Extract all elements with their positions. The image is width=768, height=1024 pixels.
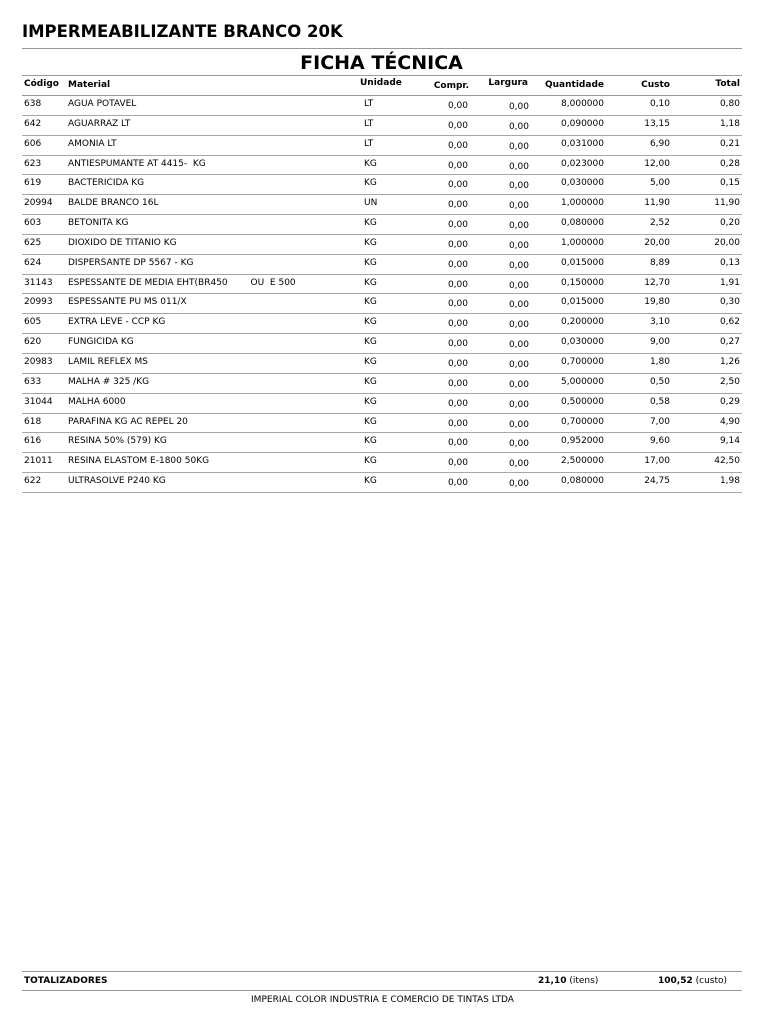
cell-custo: 2,52 bbox=[649, 218, 670, 229]
cell-largura: 0,00 bbox=[508, 479, 529, 490]
cell-quantidade: 1,000000 bbox=[561, 198, 604, 209]
cell-compr: 0,00 bbox=[447, 319, 468, 330]
cell-quantidade: 1,000000 bbox=[561, 237, 604, 248]
cell-compr: 0,00 bbox=[447, 259, 468, 270]
totals-top-divider bbox=[22, 971, 742, 972]
header-unidade: Unidade bbox=[360, 78, 402, 88]
cell-total: 20,00 bbox=[714, 237, 740, 248]
cell-material: BALDE BRANCO 16L bbox=[68, 198, 159, 209]
cell-total: 1,26 bbox=[719, 356, 740, 367]
cell-material: BETONITA KG bbox=[68, 218, 129, 229]
cell-custo: 3,10 bbox=[649, 317, 670, 328]
cell-material: ESPESSANTE DE MEDIA EHT(BR450 OU E 500 bbox=[68, 277, 296, 288]
cell-quantidade: 0,700000 bbox=[561, 416, 604, 427]
cell-compr: 0,00 bbox=[447, 120, 468, 131]
cell-material: BACTERICIDA KG bbox=[68, 178, 145, 189]
cell-codigo: 619 bbox=[24, 178, 42, 189]
cell-largura: 0,00 bbox=[508, 221, 529, 232]
cell-total: 0,13 bbox=[719, 257, 740, 268]
cell-material: ULTRASOLVE P240 KG bbox=[68, 476, 166, 487]
cell-quantidade: 0,023000 bbox=[561, 158, 604, 169]
cell-total: 0,27 bbox=[719, 337, 740, 348]
cell-compr: 0,00 bbox=[447, 101, 468, 111]
cell-total: 0,20 bbox=[719, 218, 740, 229]
totals-label: TOTALIZADORES bbox=[24, 976, 108, 986]
cell-unidade: KG bbox=[364, 436, 377, 447]
cell-codigo: 625 bbox=[24, 237, 42, 248]
cell-quantidade: 0,150000 bbox=[561, 277, 604, 288]
cell-largura: 0,00 bbox=[508, 340, 529, 351]
table-row bbox=[22, 235, 742, 255]
cell-material: PARAFINA KG AC REPEL 20 bbox=[68, 416, 188, 427]
cell-codigo: 31143 bbox=[24, 277, 53, 288]
table-row bbox=[22, 136, 742, 156]
sheet-title: FICHA TÉCNICA bbox=[300, 52, 463, 74]
table-row bbox=[22, 275, 742, 295]
cell-material: AGUA POTAVEL bbox=[68, 99, 137, 109]
cell-codigo: 606 bbox=[24, 138, 42, 149]
cell-custo: 1,80 bbox=[649, 356, 670, 367]
cell-largura: 0,00 bbox=[508, 399, 529, 410]
cell-compr: 0,00 bbox=[447, 279, 468, 290]
cell-compr: 0,00 bbox=[447, 220, 468, 231]
cell-material: AMONIA LT bbox=[68, 138, 117, 149]
cell-largura: 0,00 bbox=[508, 260, 529, 271]
header-material: Material bbox=[68, 80, 111, 90]
cell-custo: 9,00 bbox=[649, 337, 670, 348]
table-row bbox=[22, 255, 742, 275]
cell-compr: 0,00 bbox=[447, 339, 468, 350]
cell-total: 2,50 bbox=[719, 376, 740, 387]
cell-unidade: KG bbox=[364, 297, 377, 308]
cell-quantidade: 0,080000 bbox=[561, 218, 604, 229]
cell-material: ANTIESPUMANTE AT 4415- KG bbox=[68, 158, 206, 169]
cell-largura: 0,00 bbox=[508, 161, 529, 172]
header-custo: Custo bbox=[641, 80, 670, 90]
table-row bbox=[22, 473, 742, 493]
cell-quantidade: 0,031000 bbox=[561, 138, 604, 149]
cell-compr: 0,00 bbox=[447, 438, 468, 449]
cell-codigo: 20994 bbox=[24, 198, 53, 209]
cell-total: 1,91 bbox=[719, 277, 740, 288]
cell-total: 42,50 bbox=[714, 456, 740, 467]
cell-compr: 0,00 bbox=[447, 418, 468, 429]
cell-total: 0,80 bbox=[719, 99, 740, 109]
cell-material: RESINA 50% (579) KG bbox=[68, 436, 167, 447]
cell-quantidade: 2,500000 bbox=[561, 456, 604, 467]
cell-largura: 0,00 bbox=[508, 300, 529, 311]
cell-codigo: 638 bbox=[24, 99, 42, 109]
table-row bbox=[22, 394, 742, 414]
cell-compr: 0,00 bbox=[447, 358, 468, 369]
cell-codigo: 618 bbox=[24, 416, 42, 427]
company-name: IMPERIAL COLOR INDUSTRIA E COMERCIO DE TINTAS LTDA bbox=[251, 995, 514, 1005]
table-row bbox=[22, 374, 742, 394]
cell-total: 4,90 bbox=[719, 416, 740, 427]
cell-largura: 0,00 bbox=[508, 141, 529, 152]
cell-compr: 0,00 bbox=[447, 160, 468, 171]
cell-codigo: 20993 bbox=[24, 297, 53, 308]
cell-material: RESINA ELASTOM E-1800 50KG bbox=[68, 456, 210, 467]
header-compr: Compr. bbox=[433, 81, 469, 91]
table-row bbox=[22, 314, 742, 334]
cell-custo: 0,50 bbox=[649, 376, 670, 387]
table-row bbox=[22, 116, 742, 136]
header-total: Total bbox=[715, 79, 740, 89]
cell-quantidade: 0,030000 bbox=[561, 337, 604, 348]
cell-material: DIOXIDO DE TITANIO KG bbox=[68, 237, 177, 248]
cell-largura: 0,00 bbox=[508, 201, 529, 212]
cell-unidade: KG bbox=[364, 237, 377, 248]
cell-codigo: 622 bbox=[24, 476, 42, 487]
cell-custo: 7,00 bbox=[649, 416, 670, 427]
cell-custo: 11,90 bbox=[644, 198, 670, 209]
cell-custo: 19,80 bbox=[644, 297, 670, 308]
table-row bbox=[22, 215, 742, 235]
cell-quantidade: 0,500000 bbox=[561, 396, 604, 407]
cell-custo: 13,15 bbox=[644, 118, 670, 129]
cell-unidade: KG bbox=[364, 158, 377, 169]
cell-quantidade: 0,200000 bbox=[561, 317, 604, 328]
title-divider bbox=[22, 48, 742, 49]
cell-compr: 0,00 bbox=[447, 200, 468, 211]
cell-compr: 0,00 bbox=[447, 180, 468, 191]
cell-custo: 12,00 bbox=[644, 158, 670, 169]
header-quantidade: Quantidade bbox=[545, 80, 604, 90]
cell-largura: 0,00 bbox=[508, 359, 529, 370]
totals-cost-value: 100,52 bbox=[658, 976, 693, 986]
cell-unidade: KG bbox=[364, 376, 377, 387]
table-row bbox=[22, 354, 742, 374]
table-row bbox=[22, 294, 742, 314]
cell-custo: 8,89 bbox=[649, 257, 670, 268]
cell-total: 0,28 bbox=[719, 158, 740, 169]
cell-quantidade: 0,952000 bbox=[561, 436, 604, 447]
totals-items-value: 21,10 bbox=[538, 976, 567, 986]
cell-largura: 0,00 bbox=[508, 379, 529, 390]
cell-unidade: KG bbox=[364, 257, 377, 268]
materials-table bbox=[22, 75, 742, 493]
cell-custo: 0,58 bbox=[649, 396, 670, 407]
cell-total: 1,18 bbox=[719, 118, 740, 129]
cell-quantidade: 8,000000 bbox=[561, 99, 604, 109]
table-row bbox=[22, 195, 742, 215]
cell-unidade: UN bbox=[364, 198, 378, 209]
cell-unidade: KG bbox=[364, 178, 377, 189]
cell-unidade: LT bbox=[364, 118, 374, 129]
cell-quantidade: 0,015000 bbox=[561, 257, 604, 268]
totals-bottom-divider bbox=[22, 990, 742, 991]
cell-material: AGUARRAZ LT bbox=[68, 118, 131, 129]
cell-compr: 0,00 bbox=[447, 478, 468, 489]
cell-compr: 0,00 bbox=[447, 378, 468, 389]
cell-unidade: KG bbox=[364, 356, 377, 367]
cell-unidade: KG bbox=[364, 317, 377, 328]
cell-custo: 0,10 bbox=[649, 99, 670, 109]
cell-custo: 17,00 bbox=[644, 456, 670, 467]
product-title: IMPERMEABILIZANTE BRANCO 20K bbox=[22, 22, 343, 41]
cell-codigo: 624 bbox=[24, 257, 42, 268]
cell-unidade: LT bbox=[364, 99, 374, 109]
cell-largura: 0,00 bbox=[508, 121, 529, 132]
cell-largura: 0,00 bbox=[508, 240, 529, 251]
cell-largura: 0,00 bbox=[508, 102, 529, 112]
cell-largura: 0,00 bbox=[508, 459, 529, 470]
table-row bbox=[22, 414, 742, 434]
table-header bbox=[22, 75, 742, 96]
cell-custo: 5,00 bbox=[649, 178, 670, 189]
totals-items-unit: (itens) bbox=[569, 976, 599, 986]
cell-material: MALHA # 325 /KG bbox=[68, 376, 150, 387]
cell-unidade: KG bbox=[364, 337, 377, 348]
cell-custo: 9,60 bbox=[649, 436, 670, 447]
cell-material: DISPERSANTE DP 5567 - KG bbox=[68, 257, 194, 268]
cell-quantidade: 0,015000 bbox=[561, 297, 604, 308]
cell-material: ESPESSANTE PU MS 011/X bbox=[68, 297, 187, 308]
cell-total: 0,30 bbox=[719, 297, 740, 308]
cell-largura: 0,00 bbox=[508, 439, 529, 450]
header-codigo: Código bbox=[24, 79, 59, 89]
cell-unidade: KG bbox=[364, 456, 377, 467]
cell-codigo: 603 bbox=[24, 218, 42, 229]
cell-quantidade: 0,090000 bbox=[561, 118, 604, 129]
cell-compr: 0,00 bbox=[447, 140, 468, 151]
cell-compr: 0,00 bbox=[447, 299, 468, 310]
totals-items bbox=[538, 973, 598, 990]
cell-custo: 24,75 bbox=[644, 476, 670, 487]
cell-codigo: 605 bbox=[24, 317, 42, 328]
cell-codigo: 633 bbox=[24, 376, 42, 387]
cell-compr: 0,00 bbox=[447, 458, 468, 469]
cell-codigo: 20983 bbox=[24, 356, 53, 367]
cell-material: LAMIL REFLEX MS bbox=[68, 356, 148, 367]
cell-unidade: KG bbox=[364, 416, 377, 427]
cell-material: MALHA 6000 bbox=[68, 396, 126, 407]
cell-codigo: 616 bbox=[24, 436, 42, 447]
cell-codigo: 620 bbox=[24, 337, 42, 348]
cell-material: FUNGICIDA KG bbox=[68, 337, 134, 348]
cell-total: 1,98 bbox=[719, 476, 740, 487]
cell-largura: 0,00 bbox=[508, 320, 529, 331]
cell-largura: 0,00 bbox=[508, 280, 529, 291]
cell-unidade: KG bbox=[364, 277, 377, 288]
cell-codigo: 642 bbox=[24, 118, 42, 129]
table-row bbox=[22, 453, 742, 473]
cell-total: 0,62 bbox=[719, 317, 740, 328]
table-row bbox=[22, 96, 742, 116]
cell-custo: 6,90 bbox=[649, 138, 670, 149]
cell-quantidade: 0,080000 bbox=[561, 476, 604, 487]
cell-unidade: LT bbox=[364, 138, 374, 149]
cell-unidade: KG bbox=[364, 396, 377, 407]
cell-unidade: KG bbox=[364, 218, 377, 229]
cell-codigo: 31044 bbox=[24, 396, 53, 407]
cell-compr: 0,00 bbox=[447, 398, 468, 409]
header-largura: Largura bbox=[488, 78, 528, 88]
totals-cost bbox=[658, 973, 727, 990]
cell-quantidade: 0,030000 bbox=[561, 178, 604, 189]
table-row bbox=[22, 156, 742, 176]
cell-compr: 0,00 bbox=[447, 239, 468, 250]
cell-quantidade: 0,700000 bbox=[561, 356, 604, 367]
cell-total: 9,14 bbox=[719, 436, 740, 447]
cell-largura: 0,00 bbox=[508, 419, 529, 430]
cell-total: 0,29 bbox=[719, 396, 740, 407]
totals-cost-unit: (custo) bbox=[695, 976, 728, 986]
cell-total: 0,21 bbox=[719, 138, 740, 149]
cell-custo: 20,00 bbox=[644, 237, 670, 248]
table-row bbox=[22, 334, 742, 354]
cell-custo: 12,70 bbox=[644, 277, 670, 288]
cell-unidade: KG bbox=[364, 476, 377, 487]
cell-codigo: 623 bbox=[24, 158, 42, 169]
cell-total: 11,90 bbox=[714, 198, 740, 209]
cell-material: EXTRA LEVE - CCP KG bbox=[68, 317, 166, 328]
table-row bbox=[22, 175, 742, 195]
table-row bbox=[22, 433, 742, 453]
cell-codigo: 21011 bbox=[24, 456, 53, 467]
cell-total: 0,15 bbox=[719, 178, 740, 189]
cell-largura: 0,00 bbox=[508, 181, 529, 192]
cell-quantidade: 5,000000 bbox=[561, 376, 604, 387]
